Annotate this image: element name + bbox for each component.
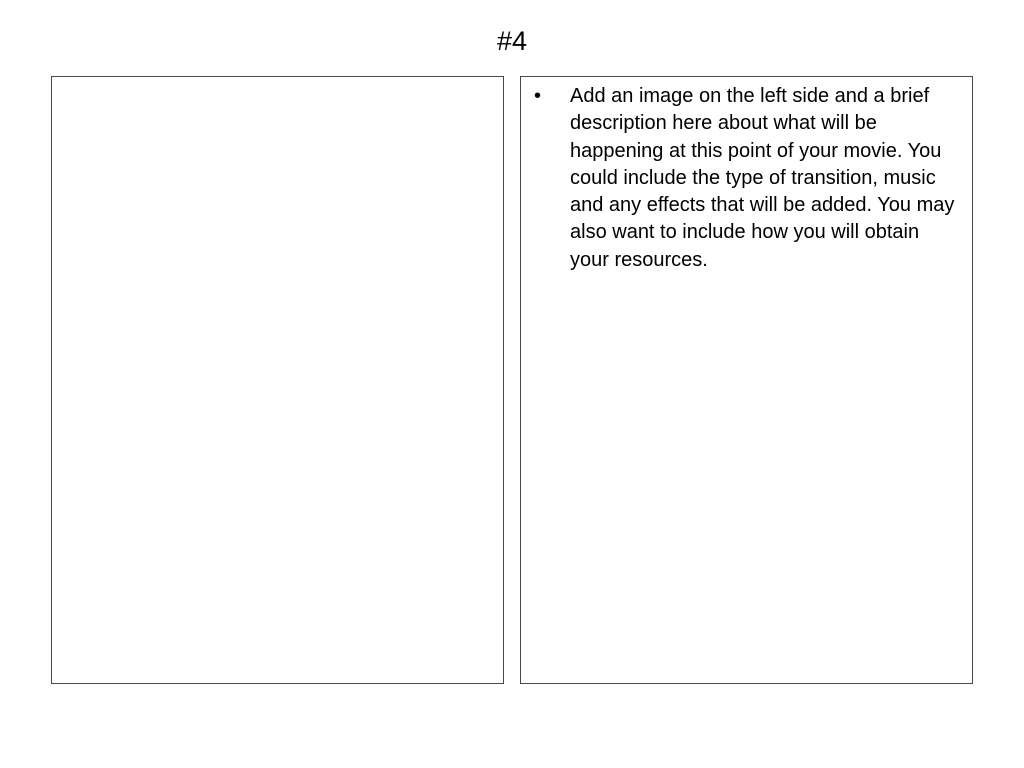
image-placeholder-panel[interactable]	[51, 76, 504, 684]
bullet-text: Add an image on the left side and a brief description here about what will be happening at this point of your movie. You could include the type of transition, music and any effects that will be added. You may also want to include how you will obtain your resources.	[570, 85, 955, 271]
slide-title: #4	[496, 26, 528, 56]
description-panel[interactable]	[520, 76, 973, 684]
bullet-icon: •	[534, 85, 542, 107]
list-item	[534, 83, 959, 274]
bullet-list	[534, 83, 959, 274]
